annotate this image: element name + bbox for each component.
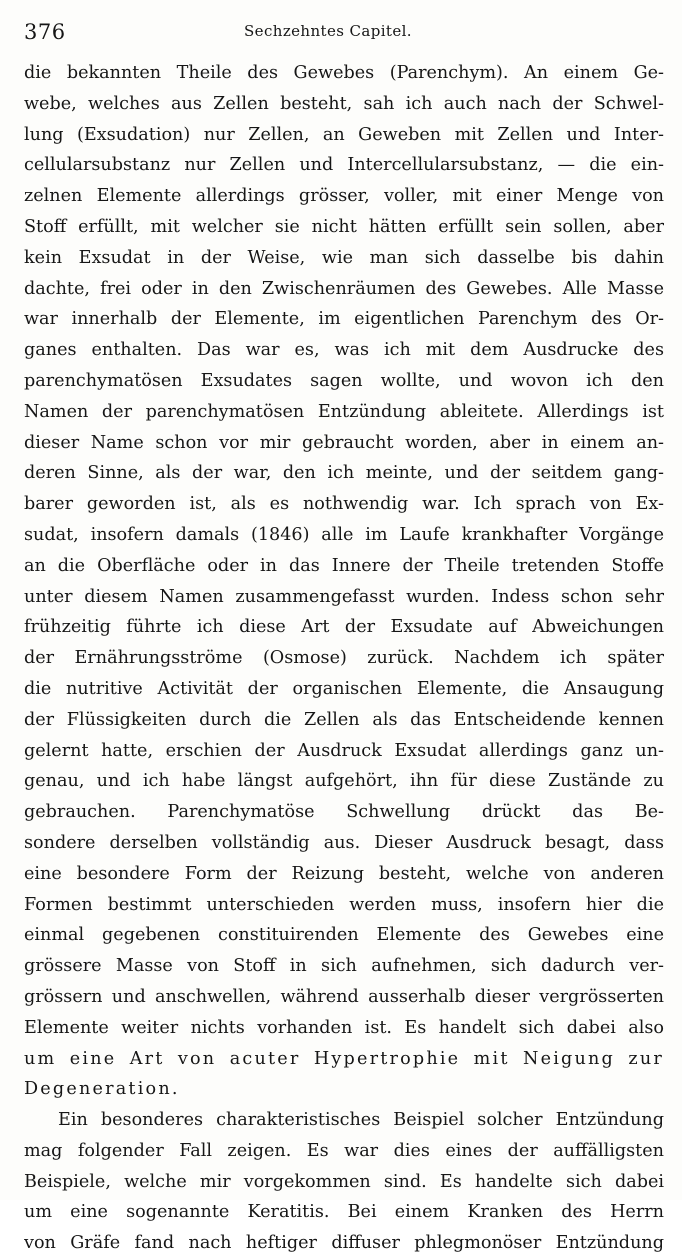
text-line: der Ernährungsströme (Osmose) zurück. Nachdem ich später [24,648,664,669]
page-number: 376 [24,20,66,44]
text-line: grössere Masse von Stoff in sich aufnehmen, sich dadurch ver- [24,956,664,977]
page-header [24,20,664,50]
text-line: ganes enthalten. Das war es, was ich mit dem Ausdrucke des [24,340,664,361]
text-line: die nutritive Activität der organischen Elemente, die Ansaugung [24,678,664,699]
text-line: zelnen Elemente allerdings grösser, voller, mit einer Menge von [24,186,664,207]
body-text [24,58,664,1259]
text-line: eine besondere Form der Reizung besteht, welche von anderen [24,863,664,884]
text-line: mag folgender Fall zeigen. Es war dies eines der auffälligsten [24,1140,664,1161]
text-line: die bekannten Theile des Gewebes (Parenchym). An einem Ge- [24,63,664,83]
text-line: frühzeitig führte ich diese Art der Exsudate auf Abweichungen [24,617,664,638]
text-line: Elemente weiter nichts vorhanden ist. Es handelt sich dabei also [24,1017,664,1038]
text-line: webe, welches aus Zellen besteht, sah ich auch nach der Schwel- [24,93,664,114]
text-line-paragraph-start: Ein besonderes charakteristisches Beispiel solcher Entzündung [58,1110,664,1131]
text-line: unter diesem Namen zusammengefasst wurden. Indess schon sehr [24,586,664,607]
text-line: genau, und ich habe längst aufgehört, ihn für diese Zustände zu [24,771,664,792]
text-line: Namen der parenchymatösen Entzündung ableitete. Allerdings ist [24,401,664,422]
text-line: gelernt hatte, erschien der Ausdruck Exsudat allerdings ganz un- [24,740,664,761]
text-line: Stoff erfüllt, mit welcher sie nicht hätten erfüllt sein sollen, aber [24,216,664,237]
text-line: von Gräfe fand nach heftiger diffuser phlegmonöser Entzündung [24,1233,664,1254]
text-line-paragraph-end: Degeneration. [24,1079,180,1100]
text-line: Beispiele, welche mir vorgekommen sind. Es handelte sich dabei [24,1171,664,1192]
text-line: cellularsubstanz nur Zellen und Intercellularsubstanz, — die ein- [24,155,664,176]
text-line: parenchymatösen Exsudates sagen wollte, und wovon ich den [24,370,664,391]
text-line: war innerhalb der Elemente, im eigentlichen Parenchym des Or- [24,309,664,330]
text-line-spaced-emphasis: um eine Art von acuter Hypertrophie mit Neigung zur [24,1048,664,1069]
text-line: barer geworden ist, als es nothwendig war. Ich sprach von Ex- [24,494,664,515]
text-line: Formen bestimmt unterschieden werden muss, insofern hier die [24,894,664,915]
text-line: grössern und anschwellen, während ausserhalb dieser vergrösserten [24,986,664,1007]
text-line: der Flüssigkeiten durch die Zellen als das Entscheidende kennen [24,709,664,730]
text-line: an die Oberfläche oder in das Innere der Theile tretenden Stoffe [24,555,664,576]
text-line: kein Exsudat in der Weise, wie man sich dasselbe bis dahin [24,247,664,268]
text-line-spaced-term: gebrauchen. Parenchymatöse Schwellung drückt das Be- [24,802,664,823]
running-head: Sechzehntes Capitel. [244,22,412,40]
text-line: dieser Name schon vor mir gebraucht worden, aber in einem an- [24,432,664,453]
text-line: sudat, insofern damals (1846) alle im Laufe krankhafter Vorgänge [24,524,664,545]
text-line: um eine sogenannte Keratitis. Bei einem Kranken des Herrn [24,1202,664,1223]
text-line: dachte, frei oder in den Zwischenräumen des Gewebes. Alle Masse [24,278,664,299]
text-line: lung (Exsudation) nur Zellen, an Geweben mit Zellen und Inter- [24,124,664,145]
text-line: sondere derselben vollständig aus. Dieser Ausdruck besagt, dass [24,832,664,853]
text-line: einmal gegebenen constituirenden Elemente des Gewebes eine [24,925,664,946]
text-line: deren Sinne, als der war, den ich meinte, und der seitdem gang- [24,463,664,484]
